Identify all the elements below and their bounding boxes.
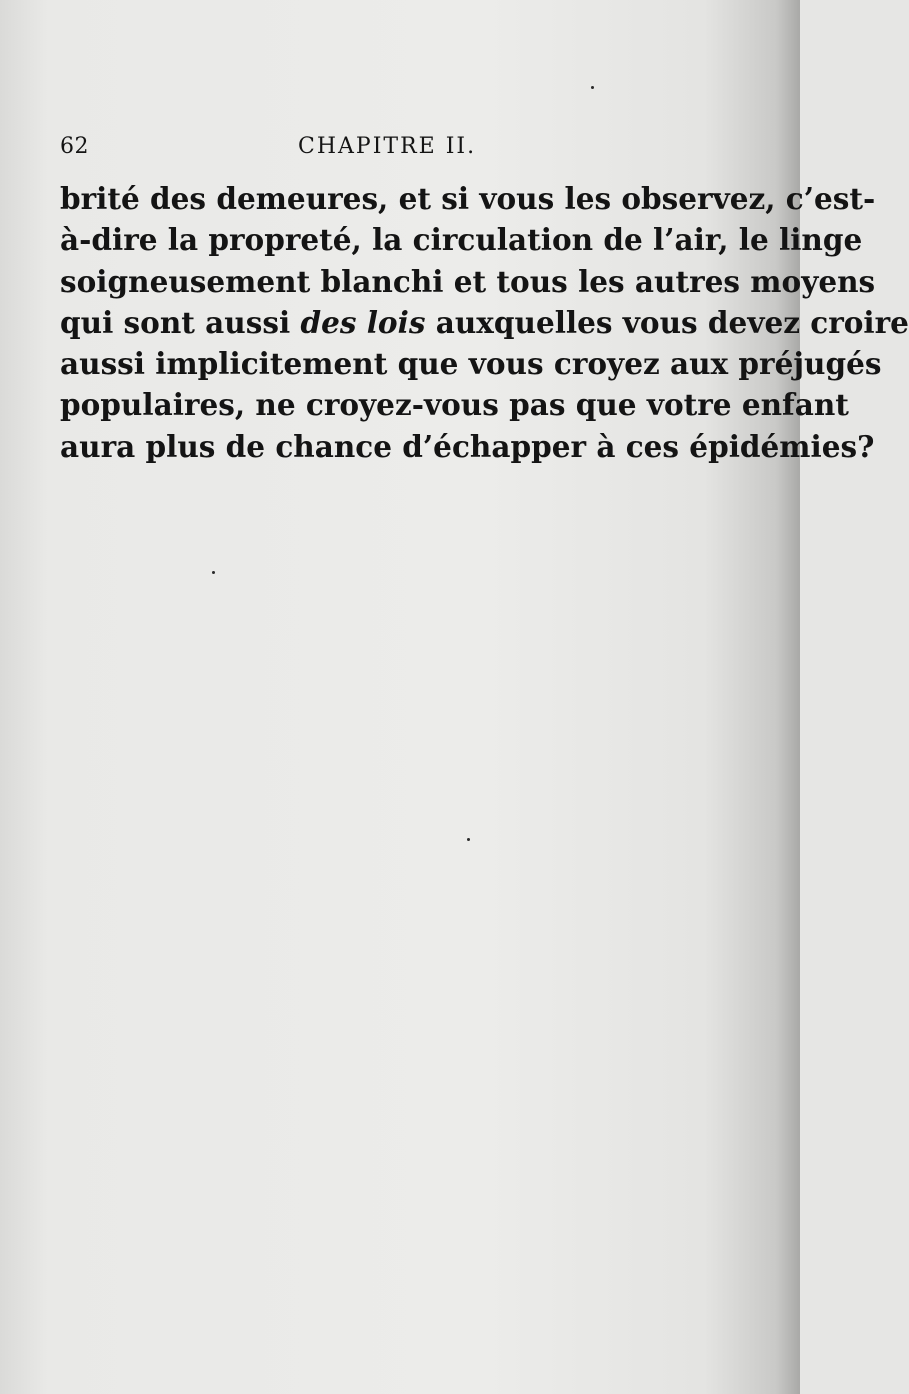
paper-speck <box>212 571 215 574</box>
page-number: 62 <box>60 134 89 159</box>
text-line-with-emphasis <box>60 302 909 343</box>
paper-speck <box>591 86 594 89</box>
body-paragraph <box>60 178 909 467</box>
show-through-text <box>40 470 720 1330</box>
italic-emphasis: des lois <box>300 304 426 340</box>
text-line: aussi implicitement que vous croyez aux préjugés <box>60 346 882 382</box>
page-header <box>60 128 712 168</box>
text-line: brité des demeures, et si vous les observez, c’est- <box>60 181 876 216</box>
text-line: aura plus de chance d’échapper à ces épidémies? <box>60 428 875 464</box>
text-fragment: qui sont aussi <box>60 304 291 340</box>
running-head: CHAPITRE II. <box>298 134 477 159</box>
text-fragment: auxquelles vous devez croire <box>435 304 909 340</box>
text-line: soigneusement blanchi et tous les autres moyens <box>60 263 876 299</box>
text-line: populaires, ne croyez-vous pas que votre enfant <box>60 387 849 423</box>
text-line: à-dire la propreté, la circulation de l’air, le linge <box>60 222 863 258</box>
paper-speck <box>467 838 470 841</box>
